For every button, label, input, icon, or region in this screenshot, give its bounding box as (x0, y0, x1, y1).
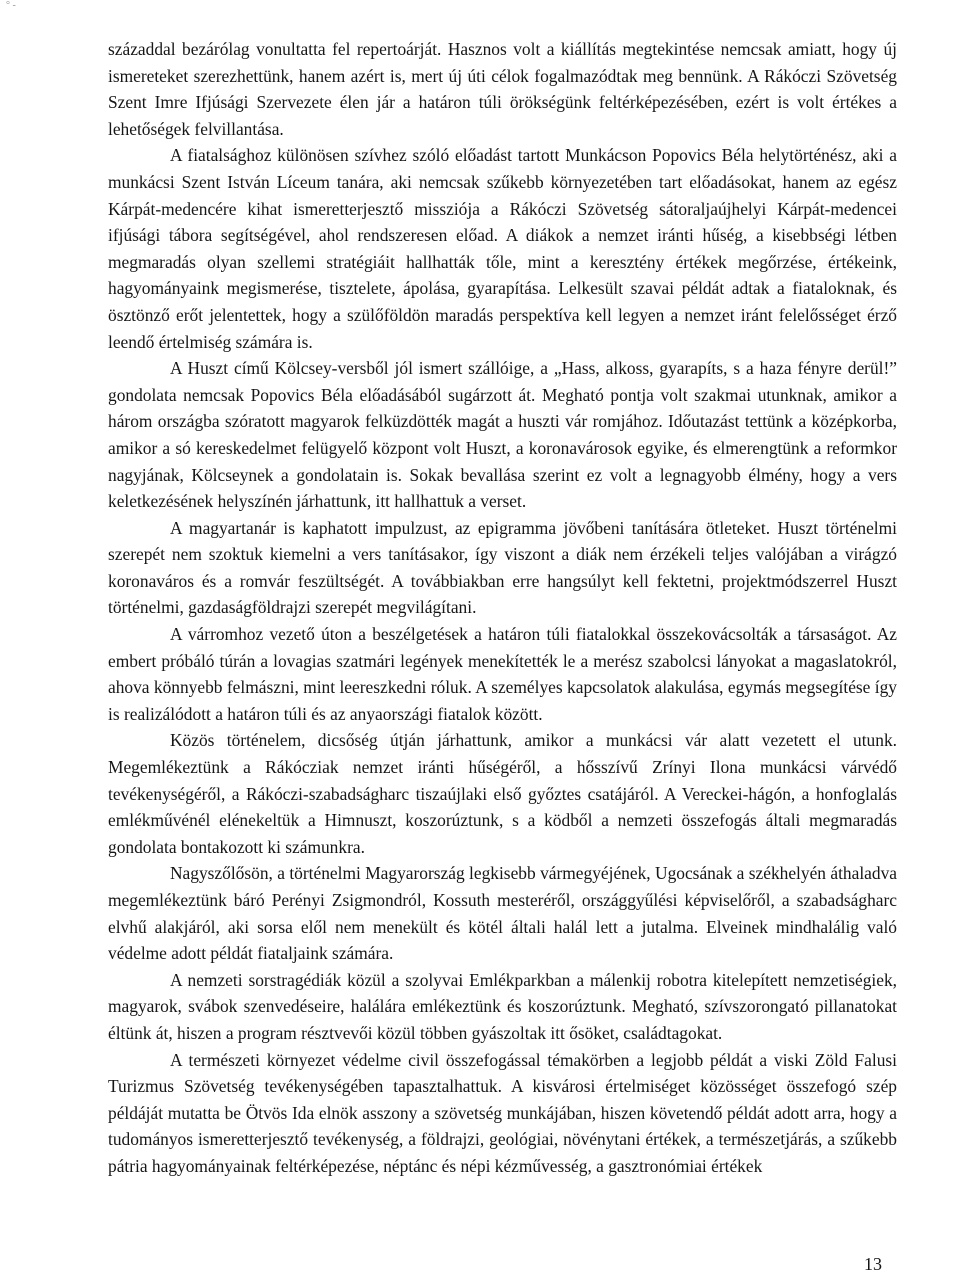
paragraph-visk-tourism: A természeti környezet védelme civil összefogással témakörben a legjobb példát a viski Zöld Falusi Turizmus Szövetség tevékenységében tapasztalhattuk. A kisvárosi értelmiséget közösséget összefogó szép példáját mutatta be Ötvös Ida elnök asszony a szövetség munkájában, hiszen követendő példát adott arra, hogy a tudományos ismeretterjesztő tevékenység, a földrajzi, geológiai, növénytani értékek, a természetjárás, a szűkebb pátria hagyományainak feltérképezése, néptánc és népi kézművesség, a gasztronómiai értékek (108, 1049, 897, 1176)
paragraph-castle-ruin-walk: A várromhoz vezető úton a beszélgetések a határon túli fiatalokkal összekovácsolták a társaságot. Az embert próbáló túrán a lovagias szatmári legények menekítették le a merész szabolcsi lányokat a magaslatokról, ahova könnyebb felmászni, mint leereszkedni róluk. A személyes kapcsolatok alakulása, egymás megsegítése így is realizálódott a határon túli és az anyaországi fiatalok között. (108, 624, 897, 724)
paragraph-continuation: századdal bezárólag vonultatta fel repertoárját. Hasznos volt a kiállítás megtekintése nemcsak amiatt, hogy új ismereteket szerezhettünk, hanem azért is, mert új úti célok fogalmazódtak meg bennünk. A Rákóczi Szövetség Szent Imre Ifjúsági Szervezete élen jár a határon túli örökségünk feltérképezésében, ezért is volt értékes a lehetőségek felvillantása. (108, 39, 897, 139)
paragraph-popovics-lecture: A fiatalsághoz különösen szívhez szóló előadást tartott Munkácson Popovics Béla helytörténész, aki a munkácsi Szent István Líceum tanára, aki nemcsak szűkebb környezetében tart előadásokat, hanem az egész Kárpát-medencére kihat ismeretterjesztő missziója a Rákóczi Szövetség sátoraljaújhelyi Kárpát-medencei ifjúsági tábora segítségével, ahol rendszeresen előad. A diákok a nemzet iránti hűség, a kisebbségi létben megmaradás olyan szellemi stratégiáit hallhatták tőle, mint a keresztény értékek megőrzése, értékeink, hagyományaink megismerése, tisztelete, ápolása, gyarapítása. Lelkesült szavai példát adtak a fiataloknak, és ösztönző erőt jelentettek, hogy a szülőföldön maradás perspektíva kell legyen a nemzet iránt felelősséget érző leendő értelmiség számára is. (108, 145, 897, 352)
page-number: 13 (864, 1254, 882, 1274)
paragraph-teacher-impulse: A magyartanár is kaphatott impulzust, az epigramma jövőbeni tanítására ötleteket. Huszt történelmi szerepét nem szoktuk kiemelni a vers tanításakor, így viszont a diák nem érzékeli teljes valójában a virágzó koronaváros és a romvár feszültségét. A továbbiakban erre hangsúlyt kell fektetni, projektmódszerrel Huszt történelmi, gazdaságföldrajzi szerepét megvilágítani. (108, 517, 897, 618)
paragraph-nagyszolos: Nagyszőlősön, a történelmi Magyarország legkisebb vármegyéjének, Ugocsának a székhelyén áthaladva megemlékeztünk báró Perényi Zsigmondról, Kossuth mesteréről, országgyűlési képviselőről, a szabadságharc elvhű alakjáról, aki sorsa elől nem menekült és kötél általi halál lett a jutalma. Elveinek mindhalálig való védelme adott példát fiataljaink számára. (108, 863, 897, 964)
paragraph-szolyva-memorial: A nemzeti sorstragédiák közül a szolyvai Emlékparkban a málenkij robotra kitelepített nemzetiségiek, magyarok, svábok szenvedéseire, halálára emlékeztünk és koszorúztunk. Megható, szívszorongató pillanatokat éltünk át, hiszen a program résztvevői közül többen gyászoltak itt ősöket, családtagokat. (108, 969, 897, 1043)
document-body (108, 36, 897, 1180)
paragraph-huszt-poem: A Huszt című Kölcsey-versből jól ismert szállóige, a „Hass, alkoss, gyarapíts, s a haza fényre derül!” gondolata nemcsak Popovics Béla előadásából sugárzott át. Megható pontja volt szakmai utunknak, amikor a három országba szóratott magyarok felküzdötték magát a huszti vár romjához. Időutazást tettünk a középkorba, amikor a só kereskedelmet felügyelő központ volt Huszt, a koronavárosok egyike, és elmerengtünk a reformkor nagyjának, Kölcseynek a gondolatain is. Sokak bevallása szerint ez volt a legnagyobb élmény, hogy a vers keletkezésének helyszínén járhattunk, itt hallhattuk a verset. (108, 358, 897, 512)
scan-corner-mark: ° - (6, 0, 16, 11)
paragraph-munkacs-history: Közös történelem, dicsőség útján járhattunk, amikor a munkácsi vár alatt vezetett el utunk. Megemlékeztünk a Rákócziak nemzet iránti hűségéről, a hősszívű Zrínyi Ilona munkácsi várvédő tevékenységéről, a Rákóczi-szabadságharc tiszaújlaki első győztes csatájáról. A Vereckei-hágón, a honfoglalás emlékművénél elénekeltük a Himnuszt, koszorúztunk, s a ködből a nemzeti összefogás általi megmaradás gondolata bontakozott ki számunkra. (108, 730, 897, 857)
